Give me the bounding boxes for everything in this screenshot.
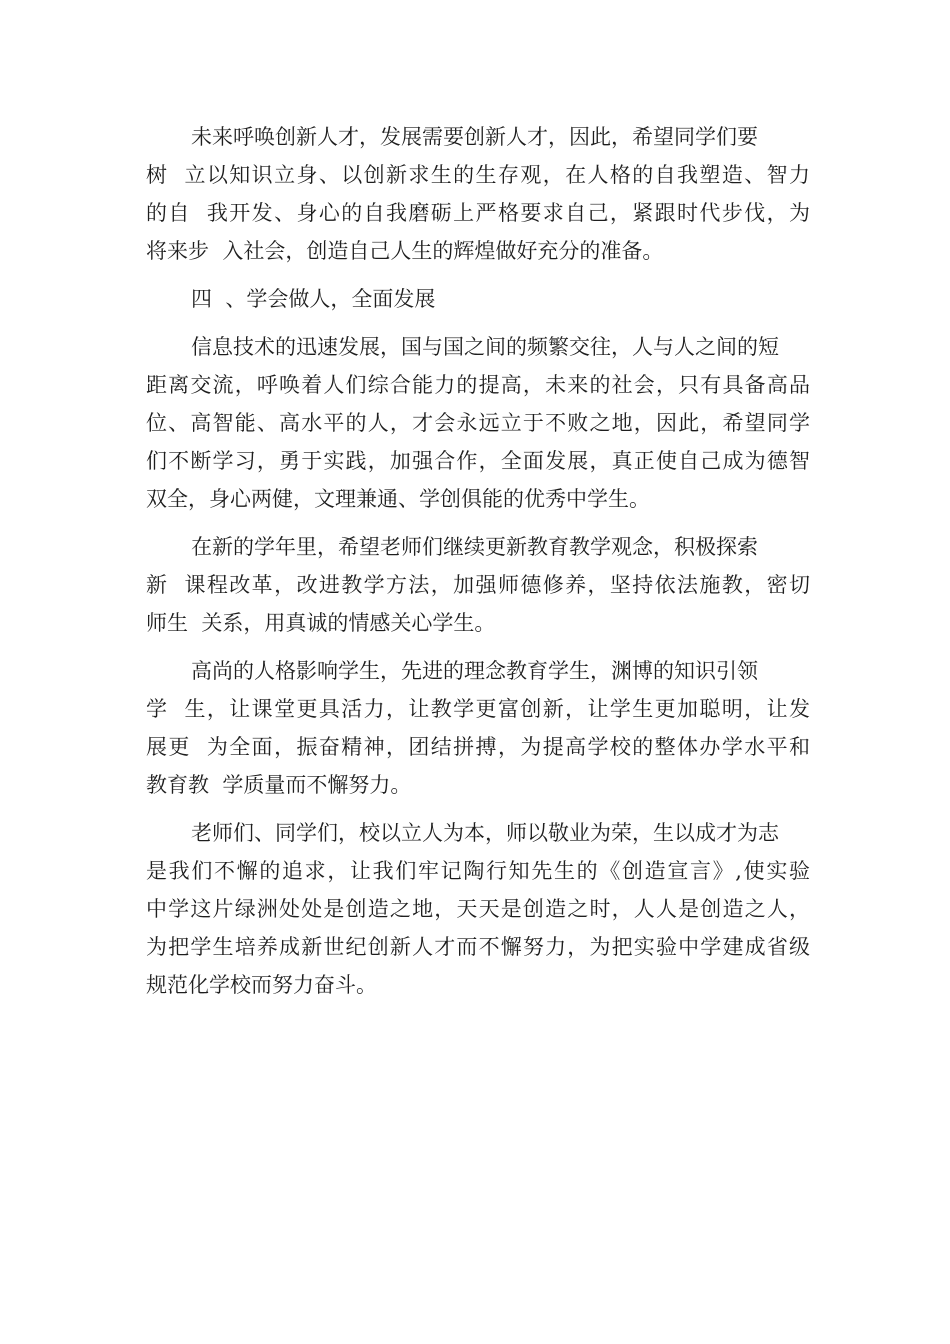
text-line: 学 生，让课堂更具活力，让教学更富创新，让学生更加聪明，让发 [146,697,810,721]
spacer [146,518,810,528]
spacer [146,642,810,652]
paragraph-closing [146,814,810,1004]
text-line: 将来步 入社会，创造自己人生的辉煌做好充分的准备。 [146,239,664,263]
paragraph-innovation [146,118,810,270]
paragraph-teachers [146,528,810,642]
text-line: 双全，身心两健，文理兼通、学创俱能的优秀中学生。 [146,487,650,511]
text-line: 展更 为全面，振奋精神，团结拼搏，为提高学校的整体办学水平和 [146,735,810,759]
text-line: 距离交流，呼唤着人们综合能力的提高，未来的社会，只有具备高品 [146,373,810,397]
text-line: 信息技术的迅速发展，国与国之间的频繁交往，人与人之间的短 [191,335,779,359]
section-heading [146,280,810,318]
heading-text: 四 、学会做人，全面发展 [191,287,436,311]
text-line: 规范化学校而努力奋斗。 [146,973,377,997]
text-line: 们不断学习，勇于实践，加强合作，全面发展，真正使自己成为德智 [146,449,810,473]
text-line: 中学这片绿洲处处是创造之地，天天是创造之时，人人是创造之人， [146,897,810,921]
text-line: 高尚的人格影响学生，先进的理念教育学生，渊博的知识引领 [191,659,758,683]
text-line: 的自 我开发、身心的自我磨砺上严格要求自己，紧跟时代步伐，为 [146,201,810,225]
text-line: 为把学生培养成新世纪创新人才而不懈努力，为把实验中学建成省级 [146,935,810,959]
spacer [146,318,810,328]
text-line: 教育教 学质量而不懈努力。 [146,773,412,797]
paragraph-development [146,328,810,518]
spacer [146,804,810,814]
spacer [146,270,810,280]
paragraph-character [146,652,810,804]
text-line: 新 课程改革，改进教学方法，加强师德修养，坚持依法施教，密切 [146,573,810,597]
text-line: 在新的学年里，希望老师们继续更新教育教学观念，积极探索 [191,535,758,559]
text-line: 是我们不懈的追求，让我们牢记陶行知先生的《创造宣言》,使实验 [146,859,810,883]
text-line: 树 立以知识立身、以创新求生的生存观，在人格的自我塑造、智力 [146,163,810,187]
text-line: 师生 关系，用真诚的情感关心学生。 [146,611,496,635]
text-line: 老师们、同学们，校以立人为本，师以敬业为荣，生以成才为志 [191,821,779,845]
text-line: 未来呼唤创新人才，发展需要创新人才，因此，希望同学们要 [191,125,758,149]
document-body [146,118,810,1004]
text-line: 位、高智能、高水平的人，才会永远立于不败之地，因此，希望同学 [146,411,810,435]
